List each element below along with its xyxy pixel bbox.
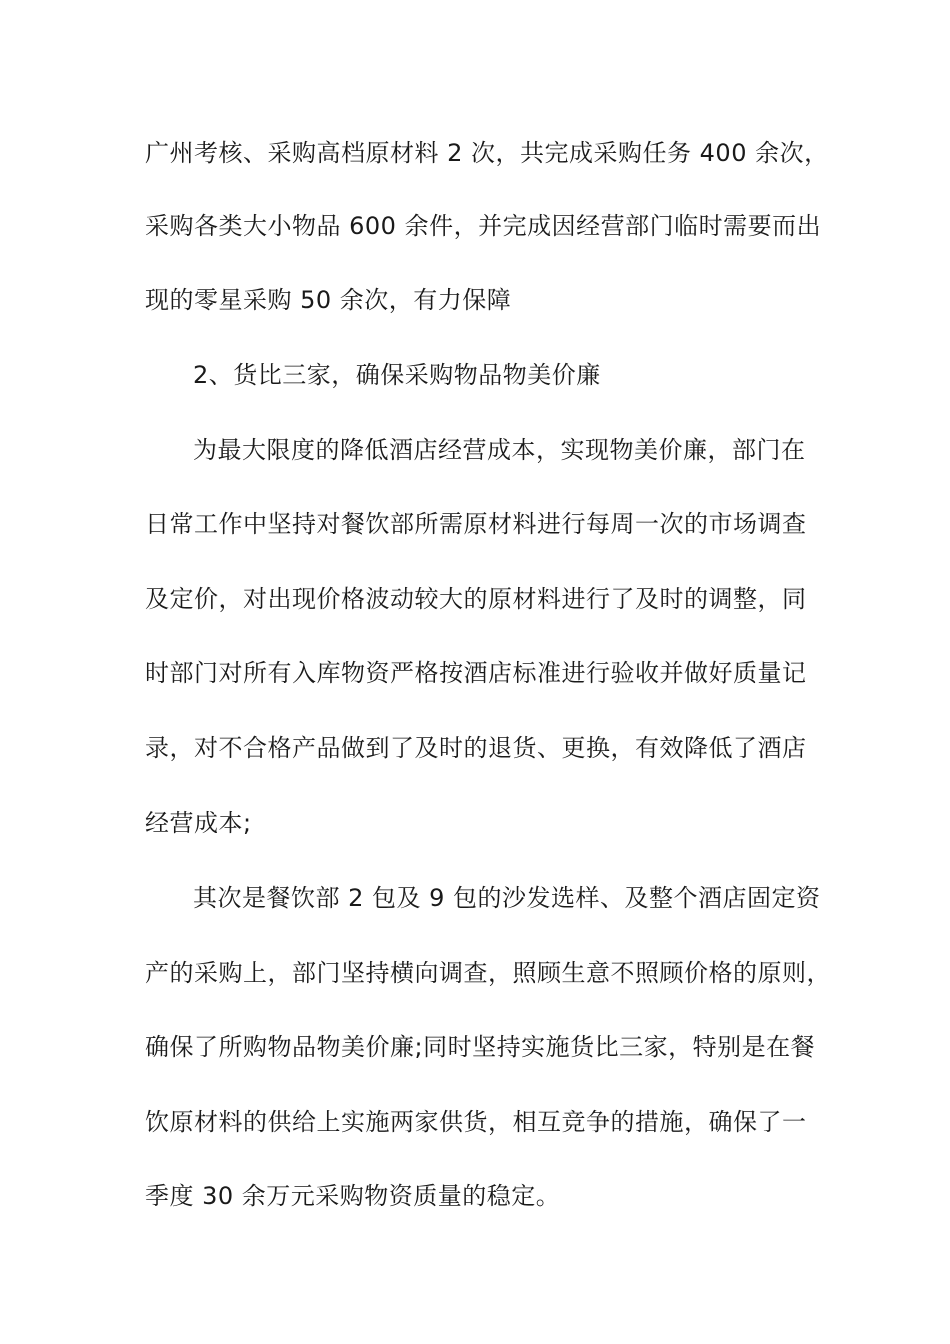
paragraph-1-line-1: 广州考核、采购高档原材料 2 次，共完成采购任务 400 余次，	[145, 139, 829, 167]
paragraph-3-line-1: 其次是餐饮部 2 包及 9 包的沙发选样、及整个酒店固定资	[193, 884, 821, 912]
paragraph-3-line-3: 确保了所购物品物美价廉;同时坚持实施货比三家，特别是在餐	[145, 1033, 816, 1061]
paragraph-2-line-6: 经营成本;	[145, 809, 252, 837]
paragraph-2-line-3: 及定价，对出现价格波动较大的原材料进行了及时的调整，同	[145, 585, 807, 613]
paragraph-3-line-5: 季度 30 余万元采购物资质量的稳定。	[145, 1182, 561, 1210]
paragraph-2-line-1: 为最大限度的降低酒店经营成本，实现物美价廉，部门在	[193, 436, 806, 464]
paragraph-2-line-5: 录，对不合格产品做到了及时的退货、更换，有效降低了酒店	[145, 734, 807, 762]
section-heading: 2、货比三家，确保采购物品物美价廉	[193, 361, 601, 389]
paragraph-3-line-4: 饮原材料的供给上实施两家供货，相互竞争的措施，确保了一	[145, 1108, 807, 1136]
paragraph-3-line-2: 产的采购上，部门坚持横向调查，照顾生意不照顾价格的原则，	[145, 959, 831, 987]
paragraph-1-line-2: 采购各类大小物品 600 余件，并完成因经营部门临时需要而出	[145, 212, 822, 240]
paragraph-1-line-3: 现的零星采购 50 余次，有力保障	[145, 286, 512, 314]
paragraph-2-line-2: 日常工作中坚持对餐饮部所需原材料进行每周一次的市场调查	[145, 510, 807, 538]
paragraph-2-line-4: 时部门对所有入库物资严格按酒店标准进行验收并做好质量记	[145, 659, 807, 687]
